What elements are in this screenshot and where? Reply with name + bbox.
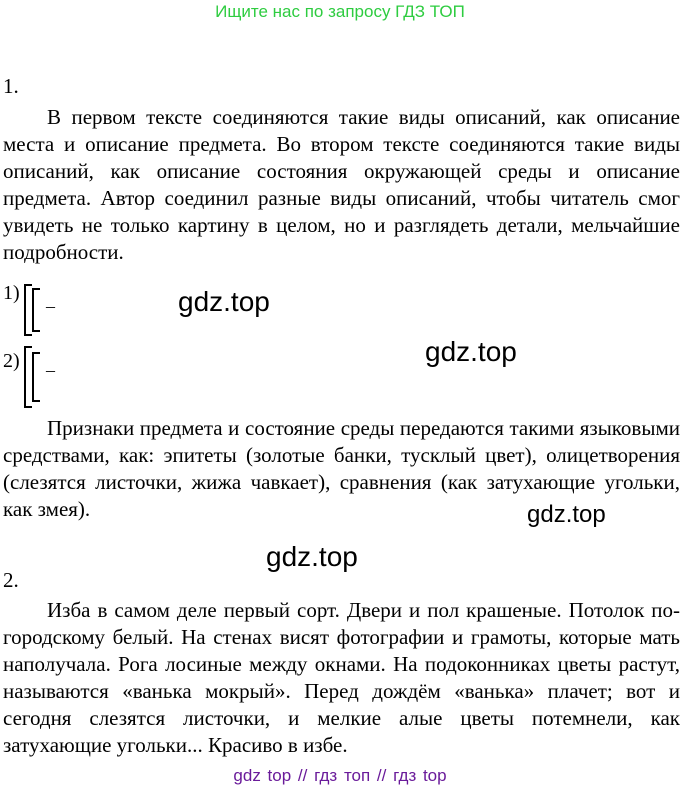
footer-links: gdz top // гдз топ // гдз top (233, 766, 447, 785)
watermark-gdz-1: gdz.top (178, 286, 270, 317)
outer-bracket (24, 346, 32, 408)
section-2-number: 2. (3, 568, 19, 592)
watermark-gdz-2: gdz.top (425, 336, 517, 367)
watermark-gdz-3: gdz.top (527, 501, 606, 528)
scheme-2-label: 2) (3, 350, 20, 372)
scheme-2-dash: – (46, 360, 55, 380)
section-1-number: 1. (3, 74, 19, 98)
scheme-1-label: 1) (3, 282, 20, 304)
section-1-paragraph-1: В первом тексте соединяются такие виды описаний, как описание места и описание предмета. Во втором тексте соединяются такие виды описаний, как описание состояния окружающей среды и описание предмета. Автор соединил разные виды описаний, чтобы читатель смог увидеть не только картину в целом, но и разглядеть детали, мельчайшие подробности. (3, 105, 680, 264)
inner-bracket (32, 352, 40, 402)
outer-bracket (24, 284, 32, 336)
section-2-paragraph-1: Изба в самом деле первый сорт. Двери и пол крашеные. Потолок по-городскому белый. На стенах висят фотографии и грамоты, которые мать наполучала. Рога лосиные между окнами. На подоконниках цветы растут, называются «ванька мокрый». Перед дождём «ванька» плачет; вот и сегодня слезятся листочки, и мелкие алые цветы потемнели, как затухающие угольки... Красиво в избе. (3, 598, 680, 757)
inner-bracket (32, 288, 40, 332)
search-hint-header: Ищите нас по запросу ГДЗ ТОП (215, 2, 465, 21)
watermark-gdz-4: gdz.top (266, 541, 358, 572)
section-1-paragraph-2: Признаки предмета и состояние среды передаются такими языковыми средствами, как: эпитеты (золотые банки, тусклый цвет), олицетворения (слезятся листочки, жижа чавкает), сравнения (как затухающие угольки, как змея). (3, 416, 680, 521)
scheme-1-dash: – (46, 296, 55, 316)
